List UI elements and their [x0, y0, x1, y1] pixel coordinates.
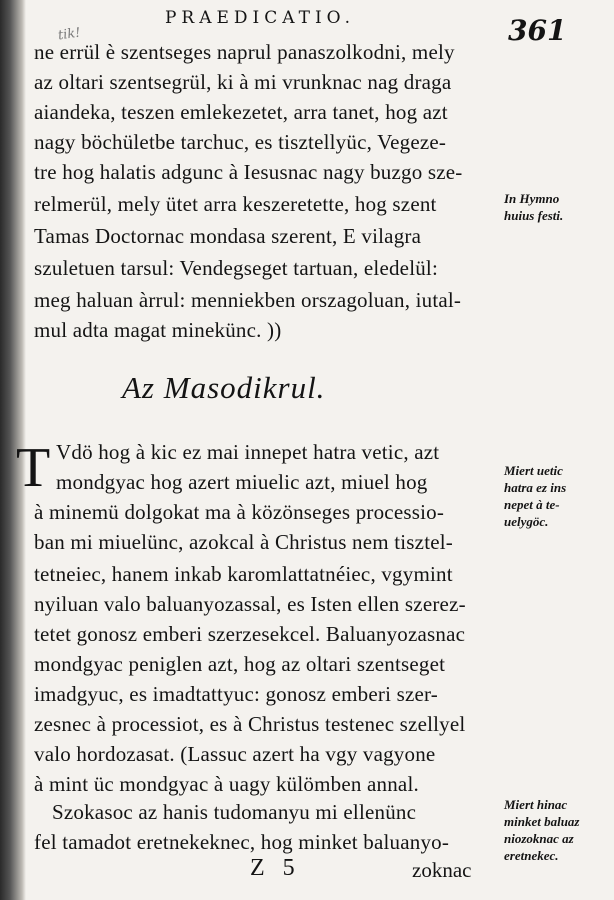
- margin-note-line: uelygöc.: [504, 514, 549, 529]
- margin-note-line: Miert uetic: [504, 463, 563, 478]
- text-line: meg haluan àrrul: menniekben orszagoluan, iutal-: [34, 288, 462, 312]
- text-line: Tamas Doctornac mondasa szerent, E vilagra: [34, 224, 422, 248]
- margin-note: [504, 190, 612, 224]
- margin-note-line: minket baluaz: [504, 814, 580, 829]
- signature-mark: Z 5: [250, 855, 301, 881]
- drop-cap: T: [16, 437, 51, 499]
- text-line: nagy böchületbe tarchuc, es tisztellyüc, Vegeze-: [34, 130, 447, 154]
- text-line: ban mi miuelünc, azokcal à Christus nem tisztel-: [34, 530, 453, 554]
- margin-note-line: Miert hinac: [504, 797, 568, 812]
- text-line: zesnec à processiot, es à Christus testenec szellyel: [34, 712, 466, 736]
- section-title: Az Masodikrul.: [122, 370, 326, 405]
- text-line: aiandeka, teszen emlekezetet, arra tanet, hog azt: [34, 100, 448, 124]
- page-number: 361: [508, 14, 567, 47]
- margin-note-line: nepet à te-: [504, 497, 560, 512]
- text-line: mul adta magat minekünc. )): [34, 318, 282, 342]
- catchword: zoknac: [412, 858, 472, 882]
- text-line: nyiluan valo baluanyozassal, es Isten ellen szerez-: [34, 592, 466, 616]
- text-line: tetet gonosz emberi szerzesekcel. Baluanyozasnac: [34, 622, 466, 646]
- text-line: az oltari szentsegrül, ki à mi vrunknac nag draga: [34, 70, 452, 94]
- text-line: tetneiec, hanem inkab karomlattatnéiec, vgymint: [34, 562, 453, 586]
- text-line: à minemü dolgokat ma à közönseges processio-: [34, 500, 445, 524]
- text-line: fel tamadot eretnekeknec, hog minket baluanyo-: [34, 830, 450, 854]
- margin-note-line: In Hymno: [504, 191, 560, 206]
- running-title: PRAEDICATIO.: [164, 8, 356, 28]
- text-line: valo hordozasat. (Lassuc azert ha vgy vagyone: [34, 742, 436, 766]
- text-line: Szokasoc az hanis tudomanyu mi ellenünc: [52, 800, 417, 824]
- margin-note: [504, 462, 612, 530]
- text-line: mondgyac hog azert miuelic azt, miuel hog: [56, 470, 428, 494]
- text-line: Vdö hog à kic ez mai innepet hatra vetic, azt: [56, 440, 440, 464]
- text-line: imadgyuc, es imadtattyuc: gonosz emberi szer-: [34, 682, 438, 706]
- text-line: tre hog halatis adgunc à Iesusnac nagy buzgo sze-: [34, 160, 463, 184]
- margin-note-line: niozoknac az: [504, 831, 574, 846]
- margin-note-line: hatra ez ins: [504, 480, 567, 495]
- text-line: ne errül è szentseges naprul panaszolkodni, mely: [34, 40, 455, 64]
- text-line: szuletuen tarsul: Vendegseget tartuan, eledelül:: [34, 256, 438, 280]
- margin-note-line: huius festi.: [504, 208, 564, 223]
- handwritten-note: tik!: [57, 25, 82, 44]
- margin-note: [504, 796, 612, 864]
- text-line: mondgyac peniglen azt, hog az oltari szentseget: [34, 652, 446, 676]
- margin-note-line: eretnekec.: [504, 848, 559, 863]
- text-line: relmerül, mely ütet arra keszeretette, hog szent: [34, 192, 437, 216]
- text-line: à mint üc mondgyac à uagy külömben annal.: [34, 772, 419, 796]
